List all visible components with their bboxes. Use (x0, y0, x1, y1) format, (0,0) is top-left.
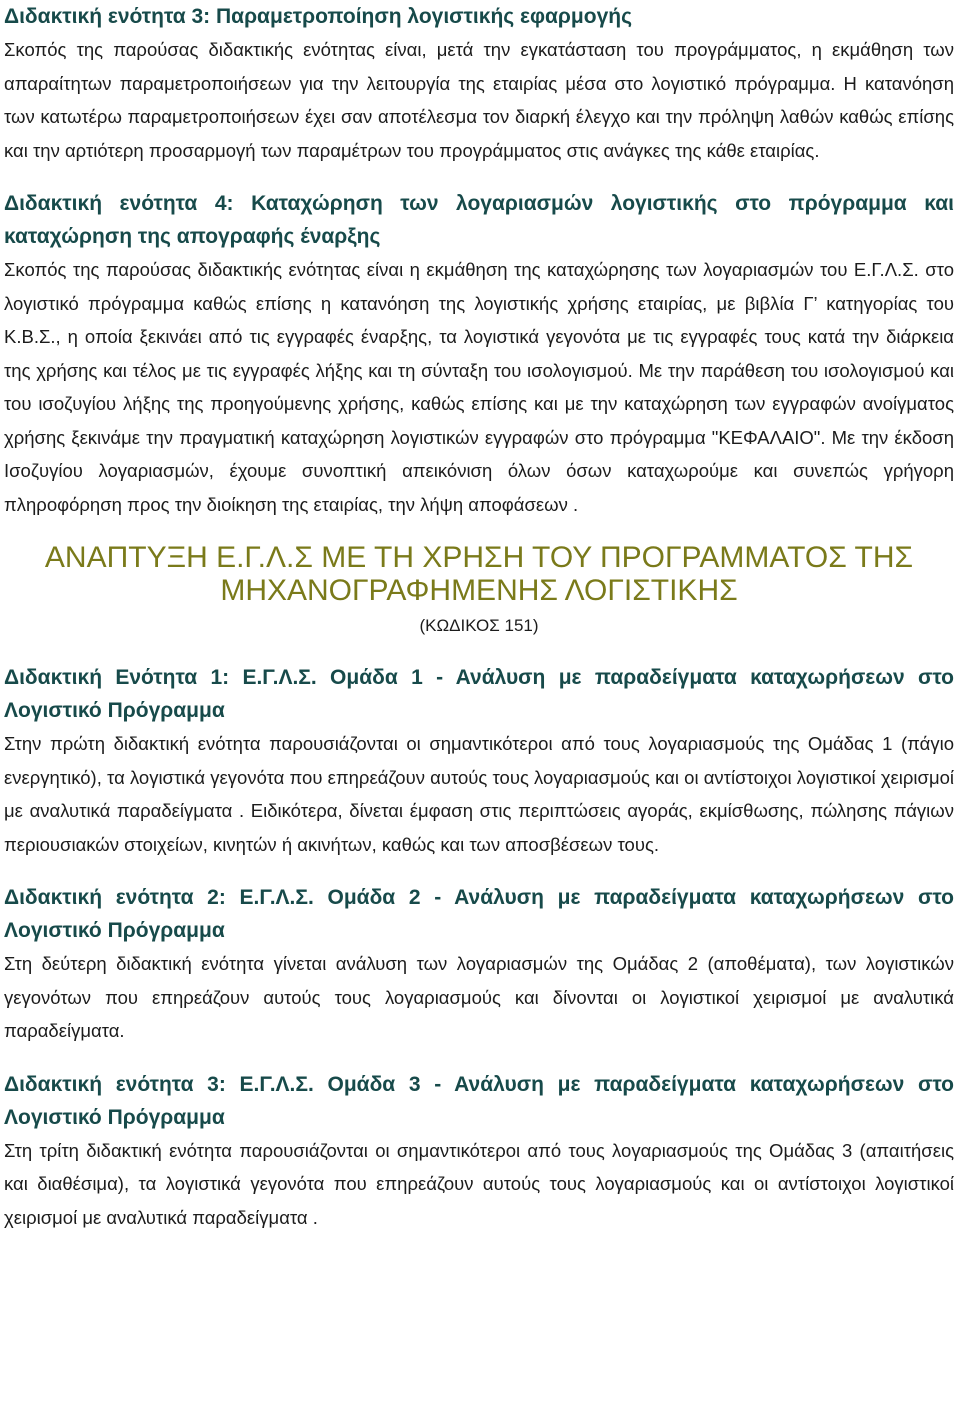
group3-heading: Διδακτική ενότητα 3: Ε.Γ.Λ.Σ. Ομάδα 3 - Ανάλυση με παραδείγματα καταχωρήσεων στο Λογιστικό Πρόγραμμα (4, 1072, 954, 1129)
unit4-text: Σκοπός της παρούσας διδακτικής ενότητας είναι η εκμάθηση της καταχώρησης των λογαριασμών του Ε.Γ.Λ.Σ. στο λογιστικό πρόγραμμα καθώς επίσης η κατανόηση της λογιστικής χρήσης εταιρίας, με βιβλία Γ’ κατηγορίας του Κ.Β.Σ., η οποία ξεκινάει από τις εγγραφές έναρξης, τα λογιστικά γεγονότα με τις εγγραφές τους κατά την διάρκεια της χρήσης και τέλος με τις εγγραφές λήξης και τη σύνταξη του ισολογισμού. Με την παράθεση του ισολογισμού και του ισοζυγίου λήξης της προηγούμενης χρήσης, καθώς επίσης και με την καταχώρηση των εγγραφών ανοίγματος χρήσης ξεκινάμε την πραγματική καταχώρηση λογιστικών εγγραφών στο πρόγραμμα "ΚΕΦΑΛΑΙΟ". Με την έκδοση Ισοζυγίου λογαριασμών, έχουμε συνοπτική απεικόνιση όλων όσων καταχωρούμε και συνεπώς γρήγορη πληροφόρηση προς την διοίκηση της εταιρίας, την λήψη αποφάσεων . (4, 259, 954, 515)
group2-heading: Διδακτική ενότητα 2: Ε.Γ.Λ.Σ. Ομάδα 2 - Ανάλυση με παραδείγματα καταχωρήσεων στο Λογιστικό Πρόγραμμα (4, 886, 954, 942)
group1-heading: Διδακτική Ενότητα 1: Ε.Γ.Λ.Σ. Ομάδα 1 - Ανάλυση με παραδείγματα καταχωρήσεων στο Λογιστικό Πρόγραμμα (4, 666, 954, 722)
section-title-line2: ΜΗΧΑΝΟΓΡΑΦΗΜΕΝΗΣ ΛΟΓΙΣΤΙΚΗΣ (220, 574, 738, 607)
group2-text: Στη δεύτερη διδακτική ενότητα γίνεται ανάλυση των λογαριασμών της Ομάδας 2 (αποθέματα), των λογιστικών γεγονότων που επηρεάζουν αυτούς τους λογαριασμούς και δίνονται οι λογιστικοί χειρισμοί με αναλυτικά παραδείγματα. (4, 953, 954, 1041)
section-title-line1: ΑΝΑΠΤΥΞΗ Ε.Γ.Λ.Σ ΜΕ ΤΗ ΧΡΗΣΗ ΤΟΥ ΠΡΟΓΡΑΜΜΑΤΟΣ ΤΗΣ (44, 541, 914, 574)
unit4-heading: Διδακτική ενότητα 4: Καταχώρηση των λογαριασμών λογιστικής στο πρόγραμμα και καταχώρηση της απογραφής έναρξης (4, 192, 954, 248)
group3-text: Στη τρίτη διδακτική ενότητα παρουσιάζονται οι σημαντικότεροι από τους λογαριασμούς της Ομάδας 3 (απαιτήσεις και διαθέσιμα), τα λογιστικά γεγονότα που επηρεάζουν αυτούς τους λογαριασμούς και οι αντίστοιχοι λογιστικοί χειρισμοί με αναλυτικά παραδείγματα . (4, 1139, 954, 1228)
unit3-heading: Διδακτική ενότητα 3: Παραμετροποίηση λογιστικής εφαρμογής (4, 5, 633, 28)
group1-text: Στην πρώτη διδακτική ενότητα παρουσιάζονται οι σημαντικότεροι από τους λογαριασμούς της Ομάδας 1 (πάγιο ενεργητικό), τα λογιστικά γεγονότα που επηρεάζουν αυτούς τους λογαριασμούς και οι αντίστοιχοι λογιστικοί χειρισμοί με αναλυτικά παραδείγματα . Ειδικότερα, δίνεται έμφαση στις περιπτώσεις αγοράς, εκμίσθωσης, πώλησης πάγιων περιουσιακών στοιχείων, κινητών ή ακινήτων, καθώς και των αποσβέσεων τους. (4, 733, 954, 855)
section-code: (ΚΩΔΙΚΟΣ 151) (419, 616, 539, 635)
unit3-text: Σκοπός της παρούσας διδακτικής ενότητας είναι, μετά την εγκατάσταση του προγράμματος, η εκμάθηση των απαραίτητων παραμετροποιήσεων για την λειτουργία της εταιρίας μέσα στο λογιστικό πρόγραμμα. Η κατανόηση των κατωτέρω παραμετροποιήσεων έχει σαν αποτέλεσμα τον διαρκή έλεγχο και την πρόληψη λαθών καθώς επίσης και την αρτιότερη προσαρμογή των παραμέτρων του προγράμματος στις ανάγκες της κάθε εταιρίας. (4, 39, 954, 161)
section-title (4, 541, 954, 607)
